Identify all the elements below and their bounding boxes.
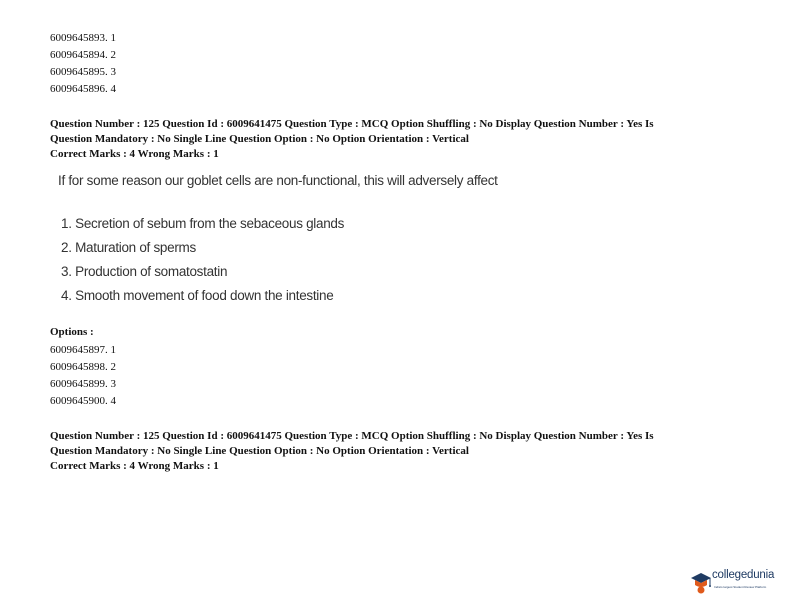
option-item: 6009645900. 4 (50, 395, 116, 407)
logo-name: collegedunia (712, 569, 775, 581)
answer-choice: 1. Secretion of sebum from the sebaceous glands (61, 216, 345, 231)
option-item: 6009645895. 3 (50, 66, 116, 78)
graduation-cap-icon (690, 570, 712, 596)
answer-choice: 4. Smooth movement of food down the intestine (61, 288, 334, 303)
question-options-list (50, 342, 116, 410)
question-meta-line: Question Mandatory : No Single Line Question Option : No Option Orientation : Vertical (50, 133, 469, 145)
option-item: 6009645899. 3 (50, 378, 116, 390)
option-item: 6009645897. 1 (50, 344, 116, 356)
question-text: If for some reason our goblet cells are non-functional, this will adversely affect (58, 173, 498, 188)
answer-choice: 2. Maturation of sperms (61, 240, 196, 255)
question-meta (50, 117, 750, 162)
option-item: 6009645894. 2 (50, 49, 116, 61)
question-meta-line: Question Number : 125 Question Id : 6009641475 Question Type : MCQ Option Shuffling : No Display Question Number : Yes Is (50, 118, 654, 130)
question-marks-line: Correct Marks : 4 Wrong Marks : 1 (50, 148, 219, 160)
options-heading: Options : (50, 326, 94, 338)
answer-choice: 3. Production of somatostatin (61, 264, 228, 279)
answer-choices (61, 212, 344, 308)
option-item: 6009645898. 2 (50, 361, 116, 373)
option-item: 6009645896. 4 (50, 83, 116, 95)
question-meta-line: Question Mandatory : No Single Line Question Option : No Option Orientation : Vertical (50, 445, 469, 457)
next-question-meta (50, 429, 750, 474)
top-options-list (50, 30, 116, 98)
option-item: 6009645893. 1 (50, 32, 116, 44)
question-meta-line: Question Number : 125 Question Id : 6009641475 Question Type : MCQ Option Shuffling : No Display Question Number : Yes Is (50, 430, 654, 442)
question-marks-line: Correct Marks : 4 Wrong Marks : 1 (50, 460, 219, 472)
logo-tagline: India's largest Student Review Platform (714, 585, 767, 589)
collegedunia-logo (690, 568, 786, 600)
